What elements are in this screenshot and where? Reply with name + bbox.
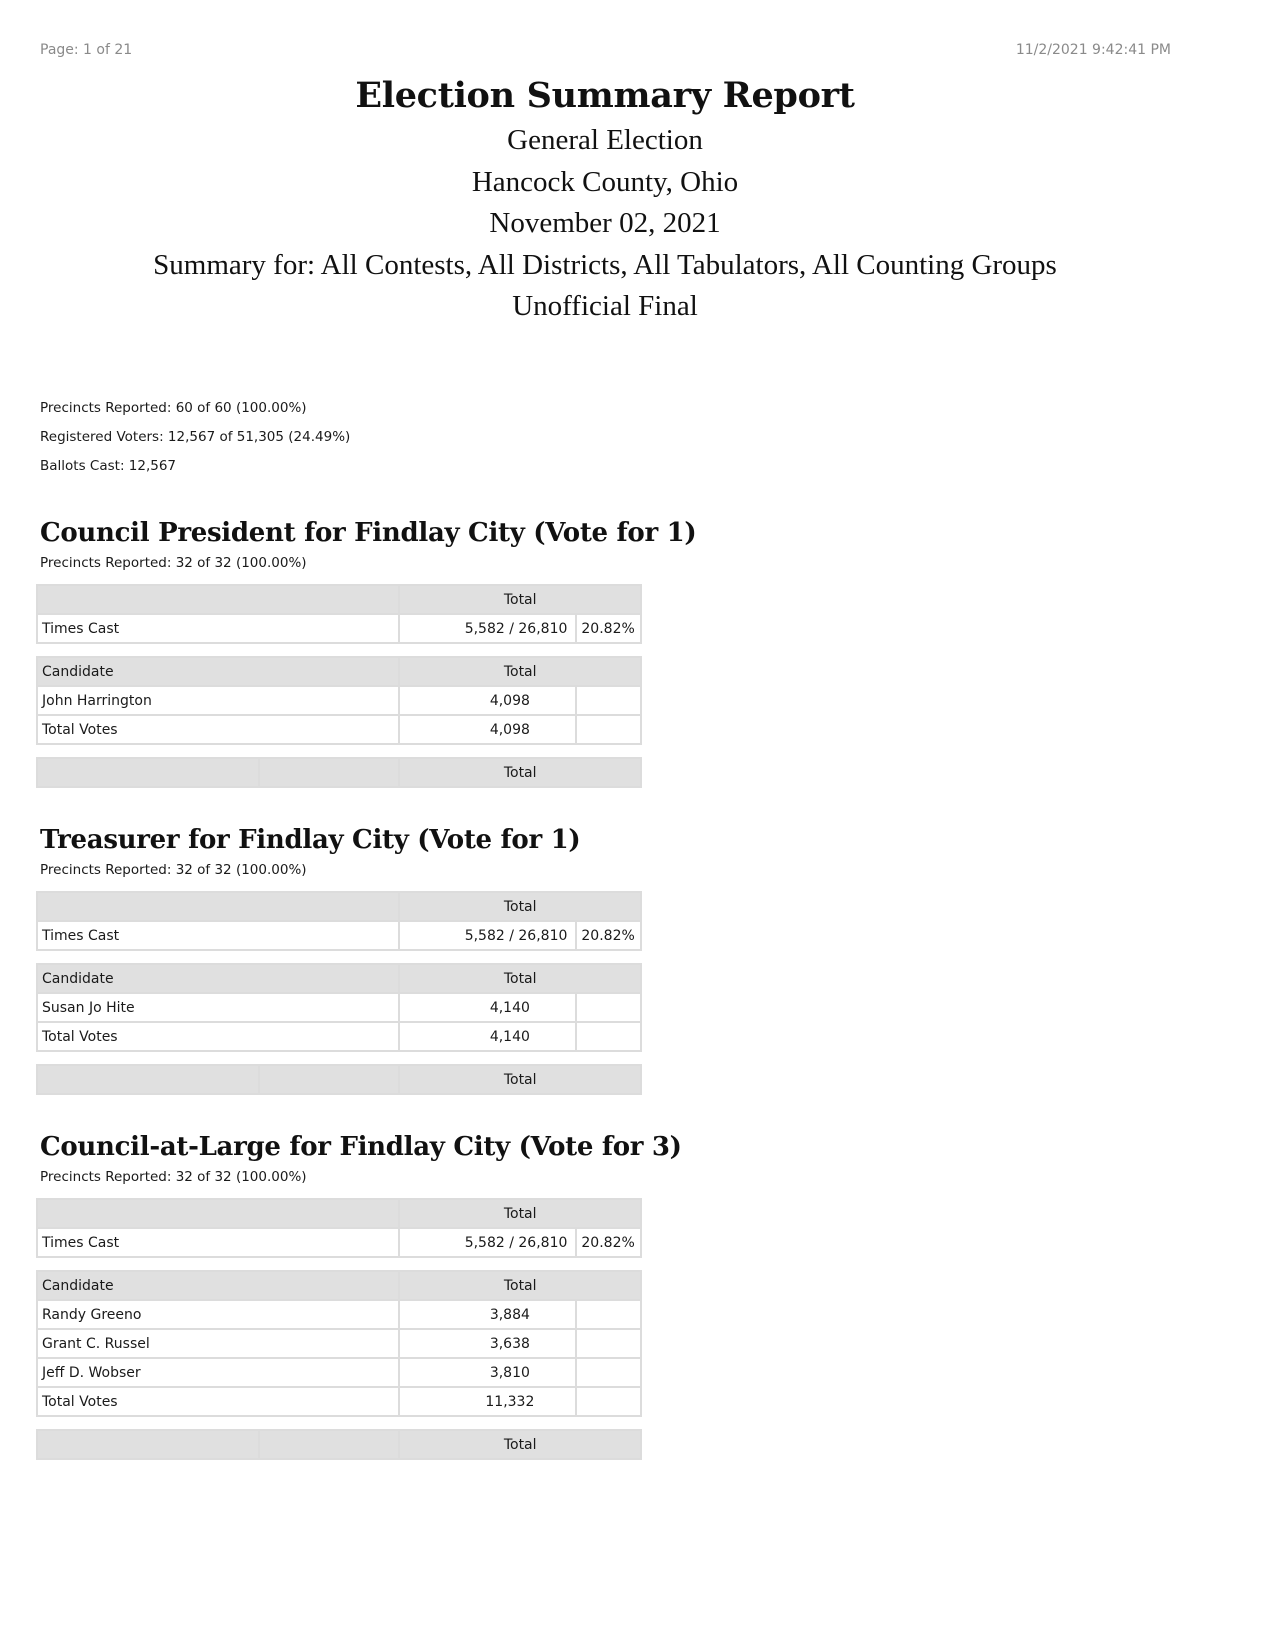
footer-row	[37, 1430, 641, 1459]
contest-precincts: Precincts Reported: 32 of 32 (100.00%)	[40, 555, 307, 571]
ballots-cast: Ballots Cast: 12,567	[40, 458, 177, 474]
candidate-total: 3,810	[399, 1358, 576, 1387]
table-row	[37, 614, 641, 643]
page-indicator: Page: 1 of 21	[40, 42, 133, 58]
candidate-total: 4,098	[399, 686, 576, 715]
candidate-name: Susan Jo Hite	[37, 993, 399, 1022]
times-cast-pct: 20.82%	[576, 614, 641, 643]
table-row	[37, 686, 641, 715]
footer-blank	[37, 1065, 259, 1094]
total-votes-pct	[576, 1387, 641, 1416]
total-votes-value: 11,332	[399, 1387, 576, 1416]
candidate-pct	[576, 1300, 641, 1329]
candidate-total: 3,638	[399, 1329, 576, 1358]
table-row	[37, 993, 641, 1022]
registered-voters: Registered Voters: 12,567 of 51,305 (24.49%)	[40, 429, 351, 445]
table-row	[37, 1387, 641, 1416]
footer-blank	[259, 1430, 400, 1459]
election-date: November 02, 2021	[489, 207, 721, 239]
table-header-row	[37, 1199, 641, 1228]
footer-total: Total	[399, 758, 641, 787]
candidate-pct	[576, 993, 641, 1022]
candidate-table	[36, 656, 642, 745]
times-cast-pct: 20.82%	[576, 1228, 641, 1257]
contest-title: Treasurer for Findlay City (Vote for 1)	[40, 825, 581, 855]
header-total: Total	[399, 585, 641, 614]
footer-row	[37, 1065, 641, 1094]
table-row	[37, 1228, 641, 1257]
header-total: Total	[399, 1271, 641, 1300]
footer-blank	[259, 1065, 400, 1094]
candidate-name: John Harrington	[37, 686, 399, 715]
row-label: Times Cast	[37, 921, 399, 950]
footer-table	[36, 1429, 642, 1460]
candidate-table	[36, 1270, 642, 1417]
candidate-pct	[576, 686, 641, 715]
election-name: General Election	[507, 124, 703, 156]
header-blank	[37, 585, 399, 614]
candidate-total: 3,884	[399, 1300, 576, 1329]
header-total: Total	[399, 892, 641, 921]
header-blank	[37, 1199, 399, 1228]
table-header-row	[37, 892, 641, 921]
table-header-row	[37, 657, 641, 686]
header-total: Total	[399, 964, 641, 993]
contest-treasurer	[36, 823, 642, 1095]
row-label: Times Cast	[37, 1228, 399, 1257]
table-row	[37, 1300, 641, 1329]
contest-title: Council-at-Large for Findlay City (Vote for 3)	[40, 1132, 682, 1162]
table-row	[37, 921, 641, 950]
table-row	[37, 715, 641, 744]
contest-council-at-large	[36, 1130, 682, 1460]
footer-blank	[259, 758, 400, 787]
footer-blank	[37, 1430, 259, 1459]
header-total: Total	[399, 657, 641, 686]
footer-blank	[37, 758, 259, 787]
header-total: Total	[399, 1199, 641, 1228]
times-cast-pct: 20.82%	[576, 921, 641, 950]
table-header-row	[37, 964, 641, 993]
footer-table	[36, 757, 642, 788]
candidate-table	[36, 963, 642, 1052]
row-label: Times Cast	[37, 614, 399, 643]
times-cast-value: 5,582 / 26,810	[399, 921, 576, 950]
report-status: Unofficial Final	[512, 290, 698, 322]
summary-scope: Summary for: All Contests, All Districts, All Tabulators, All Counting Groups	[153, 248, 1057, 281]
total-votes-label: Total Votes	[37, 1022, 399, 1051]
total-votes-value: 4,098	[399, 715, 576, 744]
total-votes-value: 4,140	[399, 1022, 576, 1051]
candidate-total: 4,140	[399, 993, 576, 1022]
footer-table	[36, 1064, 642, 1095]
table-header-row	[37, 1271, 641, 1300]
total-votes-pct	[576, 1022, 641, 1051]
overall-stats	[40, 394, 350, 481]
table-row	[37, 1022, 641, 1051]
footer-total: Total	[399, 1430, 641, 1459]
contest-precincts: Precincts Reported: 32 of 32 (100.00%)	[40, 862, 307, 878]
report-timestamp: 11/2/2021 9:42:41 PM	[1015, 42, 1171, 58]
report-header	[0, 72, 1210, 328]
total-votes-pct	[576, 715, 641, 744]
total-votes-label: Total Votes	[37, 1387, 399, 1416]
table-row	[37, 1329, 641, 1358]
times-cast-table	[36, 891, 642, 951]
candidate-name: Grant C. Russel	[37, 1329, 399, 1358]
header-candidate: Candidate	[37, 964, 399, 993]
precincts-reported: Precincts Reported: 60 of 60 (100.00%)	[40, 400, 307, 416]
contest-title: Council President for Findlay City (Vote for 1)	[40, 518, 697, 548]
footer-total: Total	[399, 1065, 641, 1094]
footer-row	[37, 758, 641, 787]
times-cast-table	[36, 1198, 642, 1258]
times-cast-table	[36, 584, 642, 644]
table-header-row	[37, 585, 641, 614]
table-row	[37, 1358, 641, 1387]
county-name: Hancock County, Ohio	[471, 165, 739, 198]
header-blank	[37, 892, 399, 921]
total-votes-label: Total Votes	[37, 715, 399, 744]
header-candidate: Candidate	[37, 1271, 399, 1300]
report-title: Election Summary Report	[355, 75, 855, 116]
times-cast-value: 5,582 / 26,810	[399, 1228, 576, 1257]
candidate-pct	[576, 1329, 641, 1358]
times-cast-value: 5,582 / 26,810	[399, 614, 576, 643]
header-candidate: Candidate	[37, 657, 399, 686]
contest-precincts: Precincts Reported: 32 of 32 (100.00%)	[40, 1169, 307, 1185]
candidate-name: Jeff D. Wobser	[37, 1358, 399, 1387]
candidate-name: Randy Greeno	[37, 1300, 399, 1329]
contest-council-president	[36, 516, 697, 788]
candidate-pct	[576, 1358, 641, 1387]
